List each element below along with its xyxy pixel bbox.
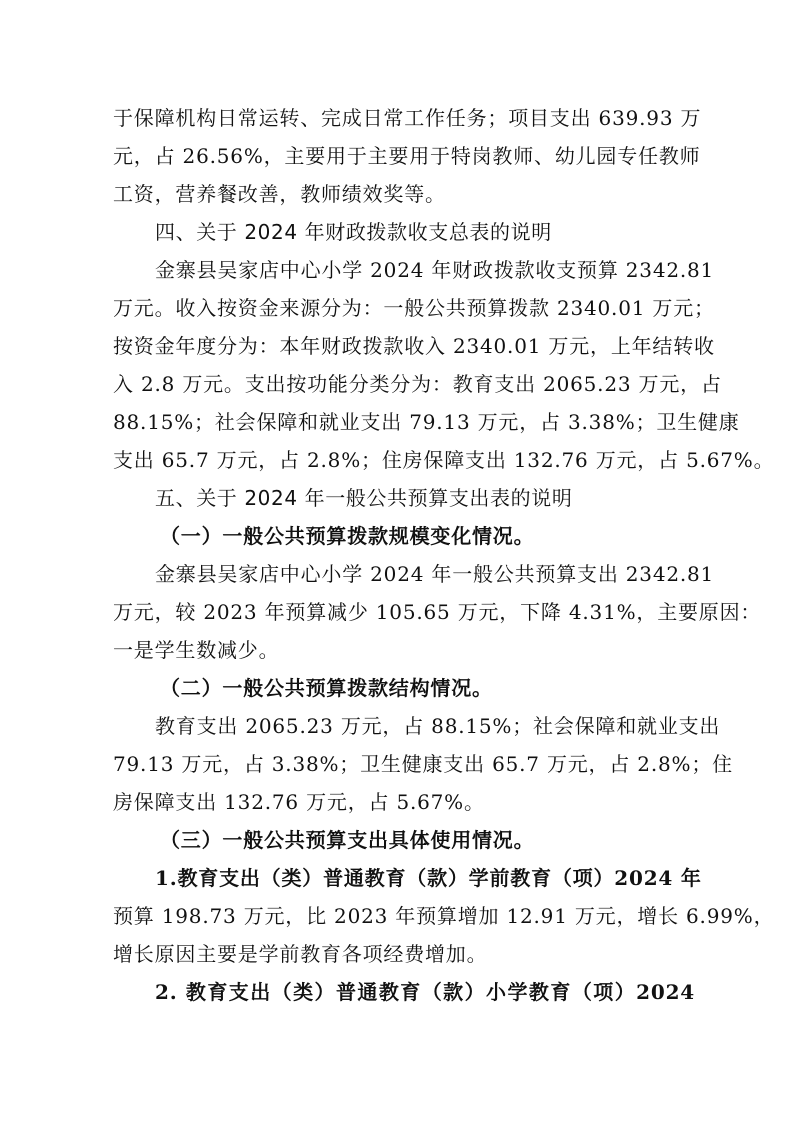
- paragraph-line: 金寨县吴家店中心小学 2024 年一般公共预算支出 2342.81: [155, 562, 715, 586]
- subsection-heading-3: （三）一般公共预算支出具体使用情况。: [160, 828, 535, 852]
- paragraph-line: 金寨县吴家店中心小学 2024 年财政拨款收支预算 2342.81: [155, 258, 715, 282]
- paragraph-line: 教育支出 2065.23 万元，占 88.15%；社会保障和就业支出: [155, 714, 721, 738]
- paragraph-line: 增长原因主要是学前教育各项经费增加。: [113, 942, 488, 966]
- paragraph-line: 88.15%；社会保障和就业支出 79.13 万元，占 3.38%；卫生健康: [113, 410, 740, 434]
- section-heading-5: 五、关于 2024 年一般公共预算支出表的说明: [155, 486, 573, 510]
- subsection-heading-2: （二）一般公共预算拨款结构情况。: [160, 676, 493, 700]
- paragraph-line: 一是学生数减少。: [113, 638, 280, 662]
- paragraph-line: 支出 65.7 万元，占 2.8%；住房保障支出 132.76 万元，占 5.67%。: [113, 448, 775, 472]
- paragraph-line: 按资金年度分为：本年财政拨款收入 2340.01 万元，上年结转收: [113, 334, 715, 358]
- paragraph-line: 预算 198.73 万元，比 2023 年预算增加 12.91 万元，增长 6.99%，: [113, 904, 775, 928]
- paragraph-line: 元，占 26.56%，主要用于主要用于特岗教师、幼儿园专任教师: [113, 144, 701, 168]
- item-heading-2: 2. 教育支出（类）普通教育（款）小学教育（项）2024: [155, 980, 695, 1004]
- section-heading-4: 四、关于 2024 年财政拨款收支总表的说明: [155, 220, 552, 244]
- paragraph-line: 79.13 万元，占 3.38%；卫生健康支出 65.7 万元，占 2.8%；住: [113, 752, 733, 776]
- paragraph-line: 入 2.8 万元。支出按功能分类分为：教育支出 2065.23 万元，占: [113, 372, 722, 396]
- subsection-heading-1: （一）一般公共预算拨款规模变化情况。: [160, 524, 535, 548]
- paragraph-line: 于保障机构日常运转、完成日常工作任务；项目支出 639.93 万: [113, 106, 702, 130]
- item-heading-1: 1.教育支出（类）普通教育（款）学前教育（项）2024 年: [155, 866, 702, 890]
- paragraph-line: 房保障支出 132.76 万元，占 5.67%。: [113, 790, 485, 814]
- paragraph-line: 工资，营养餐改善，教师绩效奖等。: [113, 182, 446, 206]
- paragraph-line: 万元，较 2023 年预算减少 105.65 万元，下降 4.31%，主要原因：: [113, 600, 762, 624]
- paragraph-line: 万元。收入按资金来源分为：一般公共预算拨款 2340.01 万元；: [113, 296, 715, 320]
